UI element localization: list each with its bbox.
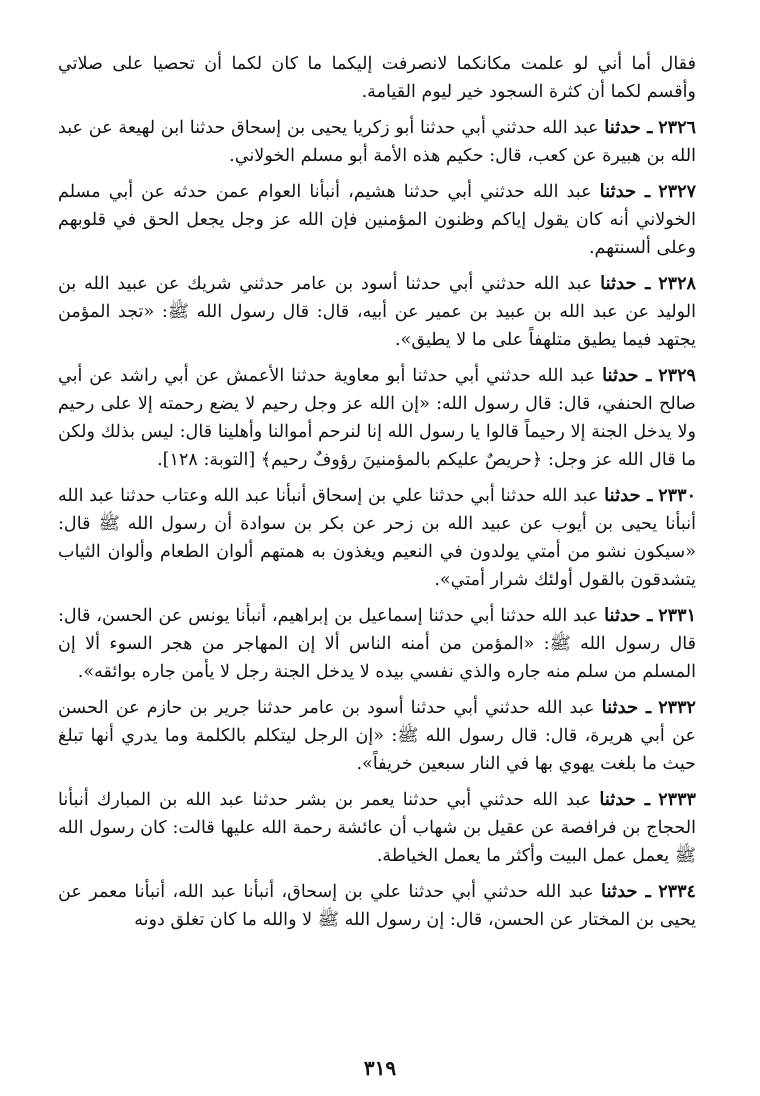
hadith-number: ٢٣٣٣ (658, 789, 697, 810)
hadith-number: ٢٣٣٤ (658, 881, 697, 902)
hadith-number: ٢٣٢٨ (658, 273, 697, 294)
hadith-text: عبد الله حدثني أبي حدثنا أبو زكريا يحيى بن إسحاق حدثنا ابن لهيعة عن عبد الله بن هبيرة عن كعب، قال: حكيم هذه الأمة أبو مسلم الخولاني. (58, 118, 696, 166)
hadith-text: عبد الله حدثني أبي حدثنا أبو معاوية حدثنا الأعمش عن أبي راشد عن أبي صالح الحنفي، قال: قال رسول الله: «إن الله عز وجل رحيم لا يضع رحمته إلا على رحيم ولا يدخل الجنة إلا رحيماً قالوا يا رسول الله إنا لنرحم أموالنا وأهلينا قال: ليس بذلك ولكن ما قال الله عز وجل: ﴿حريصٌ عليكم بالمؤمنينَ رؤوفٌ رحيم﴾ [التوبة: ١٢٨]. (58, 366, 696, 470)
hadith-number: ٢٣٢٧ (658, 181, 697, 202)
hadith-text: عبد الله حدثني أبي حدثنا هشيم، أنبأنا العوام عمن حدثه عن أبي مسلم الخولاني أنه كان يقول إياكم وظنون المؤمنين فإن الله عز وجل يجعل الحق في قلوبهم وعلى ألسنتهم. (58, 182, 696, 258)
hadith-2334 (58, 878, 696, 934)
page-number: ٣١٩ (363, 1056, 397, 1080)
hadith-heading: ـ حدثنا (604, 485, 653, 506)
hadith-2327 (58, 178, 696, 262)
hadith-heading: ـ حدثنا (599, 181, 651, 202)
hadith-text: عبد الله حدثني أبي حدثنا يعمر بن بشر حدثنا عبد الله بن المبارك أنبأنا الحجاج بن فرافصة عن عقيل بن شهاب أن عائشة رحمة الله عليها قالت: كان رسول الله ﷺ يعمل عمل البيت وأكثر ما يعمل الخياطة. (58, 790, 696, 866)
hadith-2332 (58, 694, 696, 778)
hadith-2333 (58, 786, 696, 870)
hadith-2331 (58, 602, 696, 686)
hadith-text: عبد الله حدثني أبي حدثنا أسود بن عامر حدثني شريك عن عبيد الله بن الوليد عن عبد الله بن عبيد بن عمير عن أبيه، قال: قال رسول الله ﷺ: «تجد المؤمن يجتهد فيما يطيق متلهفاً على ما لا يطيق». (58, 274, 696, 350)
intro-paragraph: فقال أما أني لو علمت مكانكما لانصرفت إليكما ما كان لكما أن تحصيا على صلاتي وأقسم لكما أن كثرة السجود خير ليوم القيامة. (58, 54, 696, 102)
hadith-2326 (58, 114, 696, 170)
hadith-text: عبد الله حدثني أبي حدثنا علي بن إسحاق، أنبأنا عبد الله، أنبأنا معمر عن يحيى بن المختار عن الحسن، قال: إن رسول الله ﷺ لا والله ما كان تغلق دونه (58, 882, 696, 930)
hadith-2330 (58, 482, 696, 594)
hadith-number: ٢٣٣١ (658, 605, 697, 626)
hadith-heading: ـ حدثنا (600, 273, 651, 294)
hadith-number: ٢٣٢٩ (658, 365, 697, 386)
hadith-2328 (58, 270, 696, 354)
hadith-number: ٢٣٣٢ (658, 697, 697, 718)
hadith-number: ٢٣٢٦ (658, 117, 697, 138)
hadith-text: عبد الله حدثني أبي حدثنا أسود بن عامر حدثنا جرير بن حازم عن الحسن عن أبي هريرة، قال: قال رسول الله ﷺ: «إن الرجل ليتكلم بالكلمة وما يدري أنها تبلغ حيث ما بلغت يهوي بها في النار سبعين خريفاً». (58, 698, 696, 774)
hadith-2329 (58, 362, 696, 474)
hadith-heading: ـ حدثنا (602, 365, 652, 386)
hadith-heading: ـ حدثنا (599, 789, 651, 810)
hadith-heading: ـ حدثنا (601, 697, 652, 718)
hadith-text: عبد الله حدثنا أبي حدثنا إسماعيل بن إبراهيم، أنبأنا يونس عن الحسن، قال: قال رسول الله ﷺ: «المؤمن من أمنه الناس ألا إن المهاجر من هجر السوء ألا إن المسلم من سلم منه جاره والذي نفسي بيده لا يدخل الجنة رجل لا يأمن جاره بوائقه». (58, 606, 696, 682)
hadith-text: عبد الله حدثنا أبي حدثنا علي بن إسحاق أنبأنا عبد الله وعتاب حدثنا عبد الله أنبأنا يحيى بن أيوب عن عبيد الله بن زحر عن بكر بن سوادة أن رسول الله ﷺ قال: «سيكون نشو من أمتي يولدون في النعيم ويغذون به همتهم ألوان الطعام وألوان الثياب يتشدقون بالقول أولئك شرار أمتي». (58, 486, 696, 590)
hadith-number: ٢٣٣٠ (658, 485, 697, 506)
hadith-heading: ـ حدثنا (604, 117, 653, 138)
hadith-heading: ـ حدثنا (604, 605, 653, 626)
hadith-heading: ـ حدثنا (601, 881, 651, 902)
